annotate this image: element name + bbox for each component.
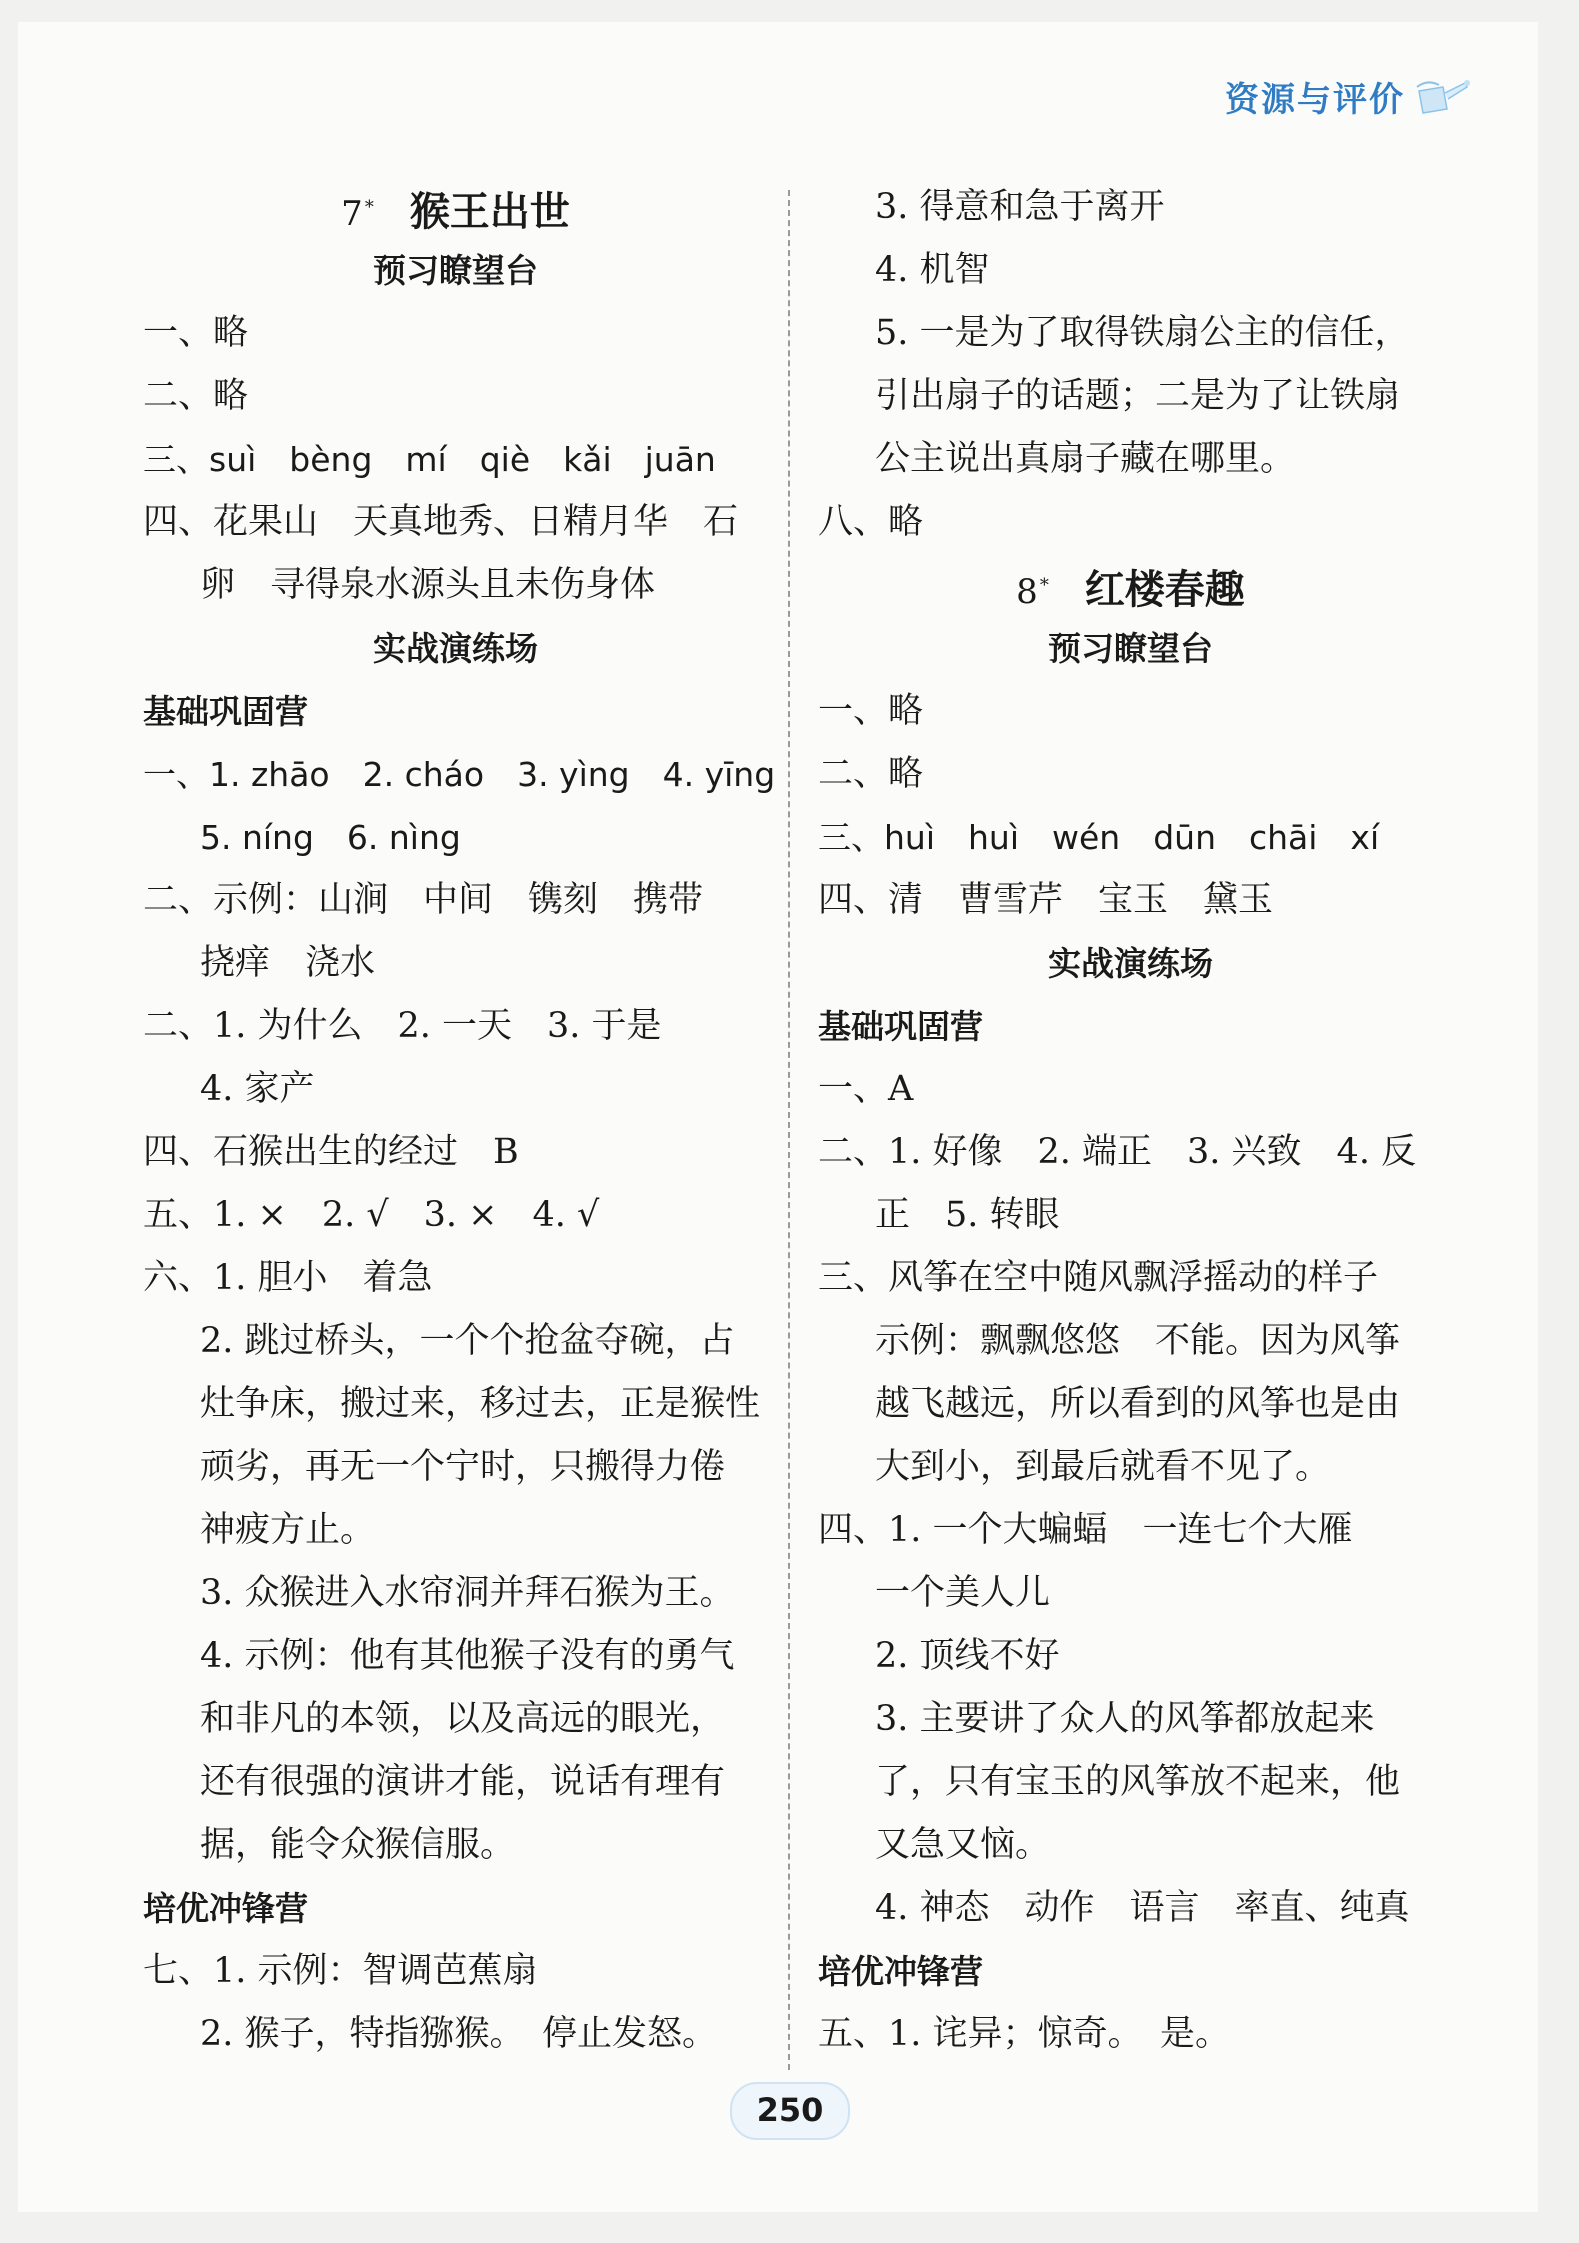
subsection-heading: 培优冲锋营 bbox=[818, 1952, 983, 1991]
subsection-heading: 基础巩固营 bbox=[143, 692, 308, 731]
answer-continuation: 据，能令众猴信服。 bbox=[200, 1825, 516, 1865]
answer-continuation: 正 5. 转眼 bbox=[875, 1195, 1060, 1235]
answer-continuation: 和非凡的本领，以及高远的眼光， bbox=[200, 1699, 726, 1739]
section-heading: 实战演练场 bbox=[373, 629, 538, 668]
answer-continuation: 4. 神态 动作 语言 率直、纯真 bbox=[875, 1888, 1410, 1928]
answer-line: 四、花果山 天真地秀、日精月华 石 bbox=[143, 502, 739, 542]
watering-can-icon bbox=[1413, 77, 1471, 117]
answer-line: 二、略 bbox=[143, 376, 249, 416]
answer-continuation: 4. 家产 bbox=[200, 1069, 315, 1109]
optional-lesson-mark: * bbox=[1039, 575, 1049, 596]
section-heading: 预习瞭望台 bbox=[1048, 629, 1213, 668]
answer-continuation: 大到小，到最后就看不见了。 bbox=[875, 1447, 1331, 1487]
optional-lesson-mark: * bbox=[364, 197, 374, 218]
answer-continuation: 顽劣，再无一个宁时，只搬得力倦 bbox=[200, 1447, 726, 1487]
answer-continuation: 4. 机智 bbox=[875, 250, 990, 290]
answer-continuation: 灶争床，搬过来，移过去，正是猴性 bbox=[200, 1384, 761, 1424]
lesson-name: 猴王出世 bbox=[409, 189, 570, 236]
subsection-heading: 培优冲锋营 bbox=[143, 1889, 308, 1928]
answer-line: 一、略 bbox=[818, 691, 924, 731]
answer-continuation: 3. 众猴进入水帘洞并拜石猴为王。 bbox=[200, 1573, 735, 1613]
lesson-title bbox=[143, 176, 768, 239]
answer-continuation: 一个美人儿 bbox=[875, 1573, 1051, 1613]
answer-continuation: 5. 一是为了取得铁扇公主的信任， bbox=[875, 313, 1410, 353]
section-heading: 实战演练场 bbox=[1048, 944, 1213, 983]
answer-continuation: 2. 跳过桥头，一个个抢盆夺碗，占 bbox=[200, 1321, 735, 1361]
column-divider bbox=[788, 190, 790, 2070]
lesson-number: 8 * bbox=[1016, 572, 1049, 613]
answer-continuation: 3. 得意和急于离开 bbox=[875, 187, 1165, 227]
answer-continuation: 还有很强的演讲才能，说话有理有 bbox=[200, 1762, 726, 1802]
pinyin-answer-line: 三、suì bèng mí qiè kǎi juān bbox=[143, 440, 716, 479]
answer-continuation: 3. 主要讲了众人的风筝都放起来 bbox=[875, 1699, 1375, 1739]
answer-continuation: 2. 顶线不好 bbox=[875, 1636, 1060, 1676]
answer-line: 八、略 bbox=[818, 502, 924, 542]
section-heading: 预习瞭望台 bbox=[373, 251, 538, 290]
answer-line: 四、1. 一个大蝙蝠 一连七个大雁 bbox=[818, 1510, 1353, 1550]
right-column bbox=[818, 176, 1443, 2066]
pinyin-answer-line: 一、1. zhāo 2. cháo 3. yìng 4. yīng bbox=[143, 755, 776, 794]
answer-continuation: 引出扇子的话题；二是为了让铁扇 bbox=[875, 376, 1401, 416]
answer-continuation: 2. 猴子，特指猕猴。 停止发怒。 bbox=[200, 2014, 718, 2054]
answer-line: 三、风筝在空中随风飘浮摇动的样子 bbox=[818, 1258, 1379, 1298]
left-column bbox=[143, 176, 776, 2066]
answer-line: 四、清 曹雪芹 宝玉 黛玉 bbox=[818, 880, 1274, 920]
answer-continuation: 越飞越远，所以看到的风筝也是由 bbox=[875, 1384, 1401, 1424]
answer-line: 二、1. 好像 2. 端正 3. 兴致 4. 反 bbox=[818, 1132, 1417, 1172]
answer-continuation: 又急又恼。 bbox=[875, 1825, 1051, 1865]
answer-line: 五、1. × 2. √ 3. × 4. √ bbox=[143, 1195, 600, 1235]
lesson-title bbox=[818, 554, 1443, 617]
answer-line: 二、1. 为什么 2. 一天 3. 于是 bbox=[143, 1006, 662, 1046]
subsection-heading: 基础巩固营 bbox=[818, 1007, 983, 1046]
lesson-number: 7 * bbox=[341, 194, 374, 235]
answer-line: 四、石猴出生的经过 B bbox=[143, 1132, 519, 1172]
answer-line: 一、A bbox=[818, 1069, 914, 1109]
answer-continuation: 挠痒 浇水 bbox=[200, 943, 376, 983]
answer-continuation: 公主说出真扇子藏在哪里。 bbox=[875, 439, 1296, 479]
pinyin-answer-continuation: 5. níng 6. nìng bbox=[200, 818, 461, 857]
answer-line: 一、略 bbox=[143, 313, 249, 353]
answer-continuation: 示例：飘飘悠悠 不能。因为风筝 bbox=[875, 1321, 1401, 1361]
answer-continuation: 了，只有宝玉的风筝放不起来，他 bbox=[875, 1762, 1401, 1802]
answer-line: 六、1. 胆小 着急 bbox=[143, 1258, 433, 1298]
brand-header bbox=[1225, 72, 1471, 121]
answer-line: 二、示例：山涧 中间 镌刻 携带 bbox=[143, 880, 704, 920]
answer-continuation: 卵 寻得泉水源头且未伤身体 bbox=[200, 565, 656, 605]
answer-line: 七、1. 示例：智调芭蕉扇 bbox=[143, 1951, 538, 1991]
pinyin-answer-line: 三、huì huì wén dūn chāi xí bbox=[818, 818, 1380, 857]
page-number: 250 bbox=[730, 2082, 850, 2140]
answer-continuation: 神疲方止。 bbox=[200, 1510, 376, 1550]
brand-title: 资源与评价 bbox=[1225, 80, 1405, 120]
lesson-name: 红楼春趣 bbox=[1084, 567, 1245, 614]
answer-line: 二、略 bbox=[818, 754, 924, 794]
answer-line: 五、1. 诧异；惊奇。 是。 bbox=[818, 2014, 1231, 2054]
answer-continuation: 4. 示例：他有其他猴子没有的勇气 bbox=[200, 1636, 735, 1676]
